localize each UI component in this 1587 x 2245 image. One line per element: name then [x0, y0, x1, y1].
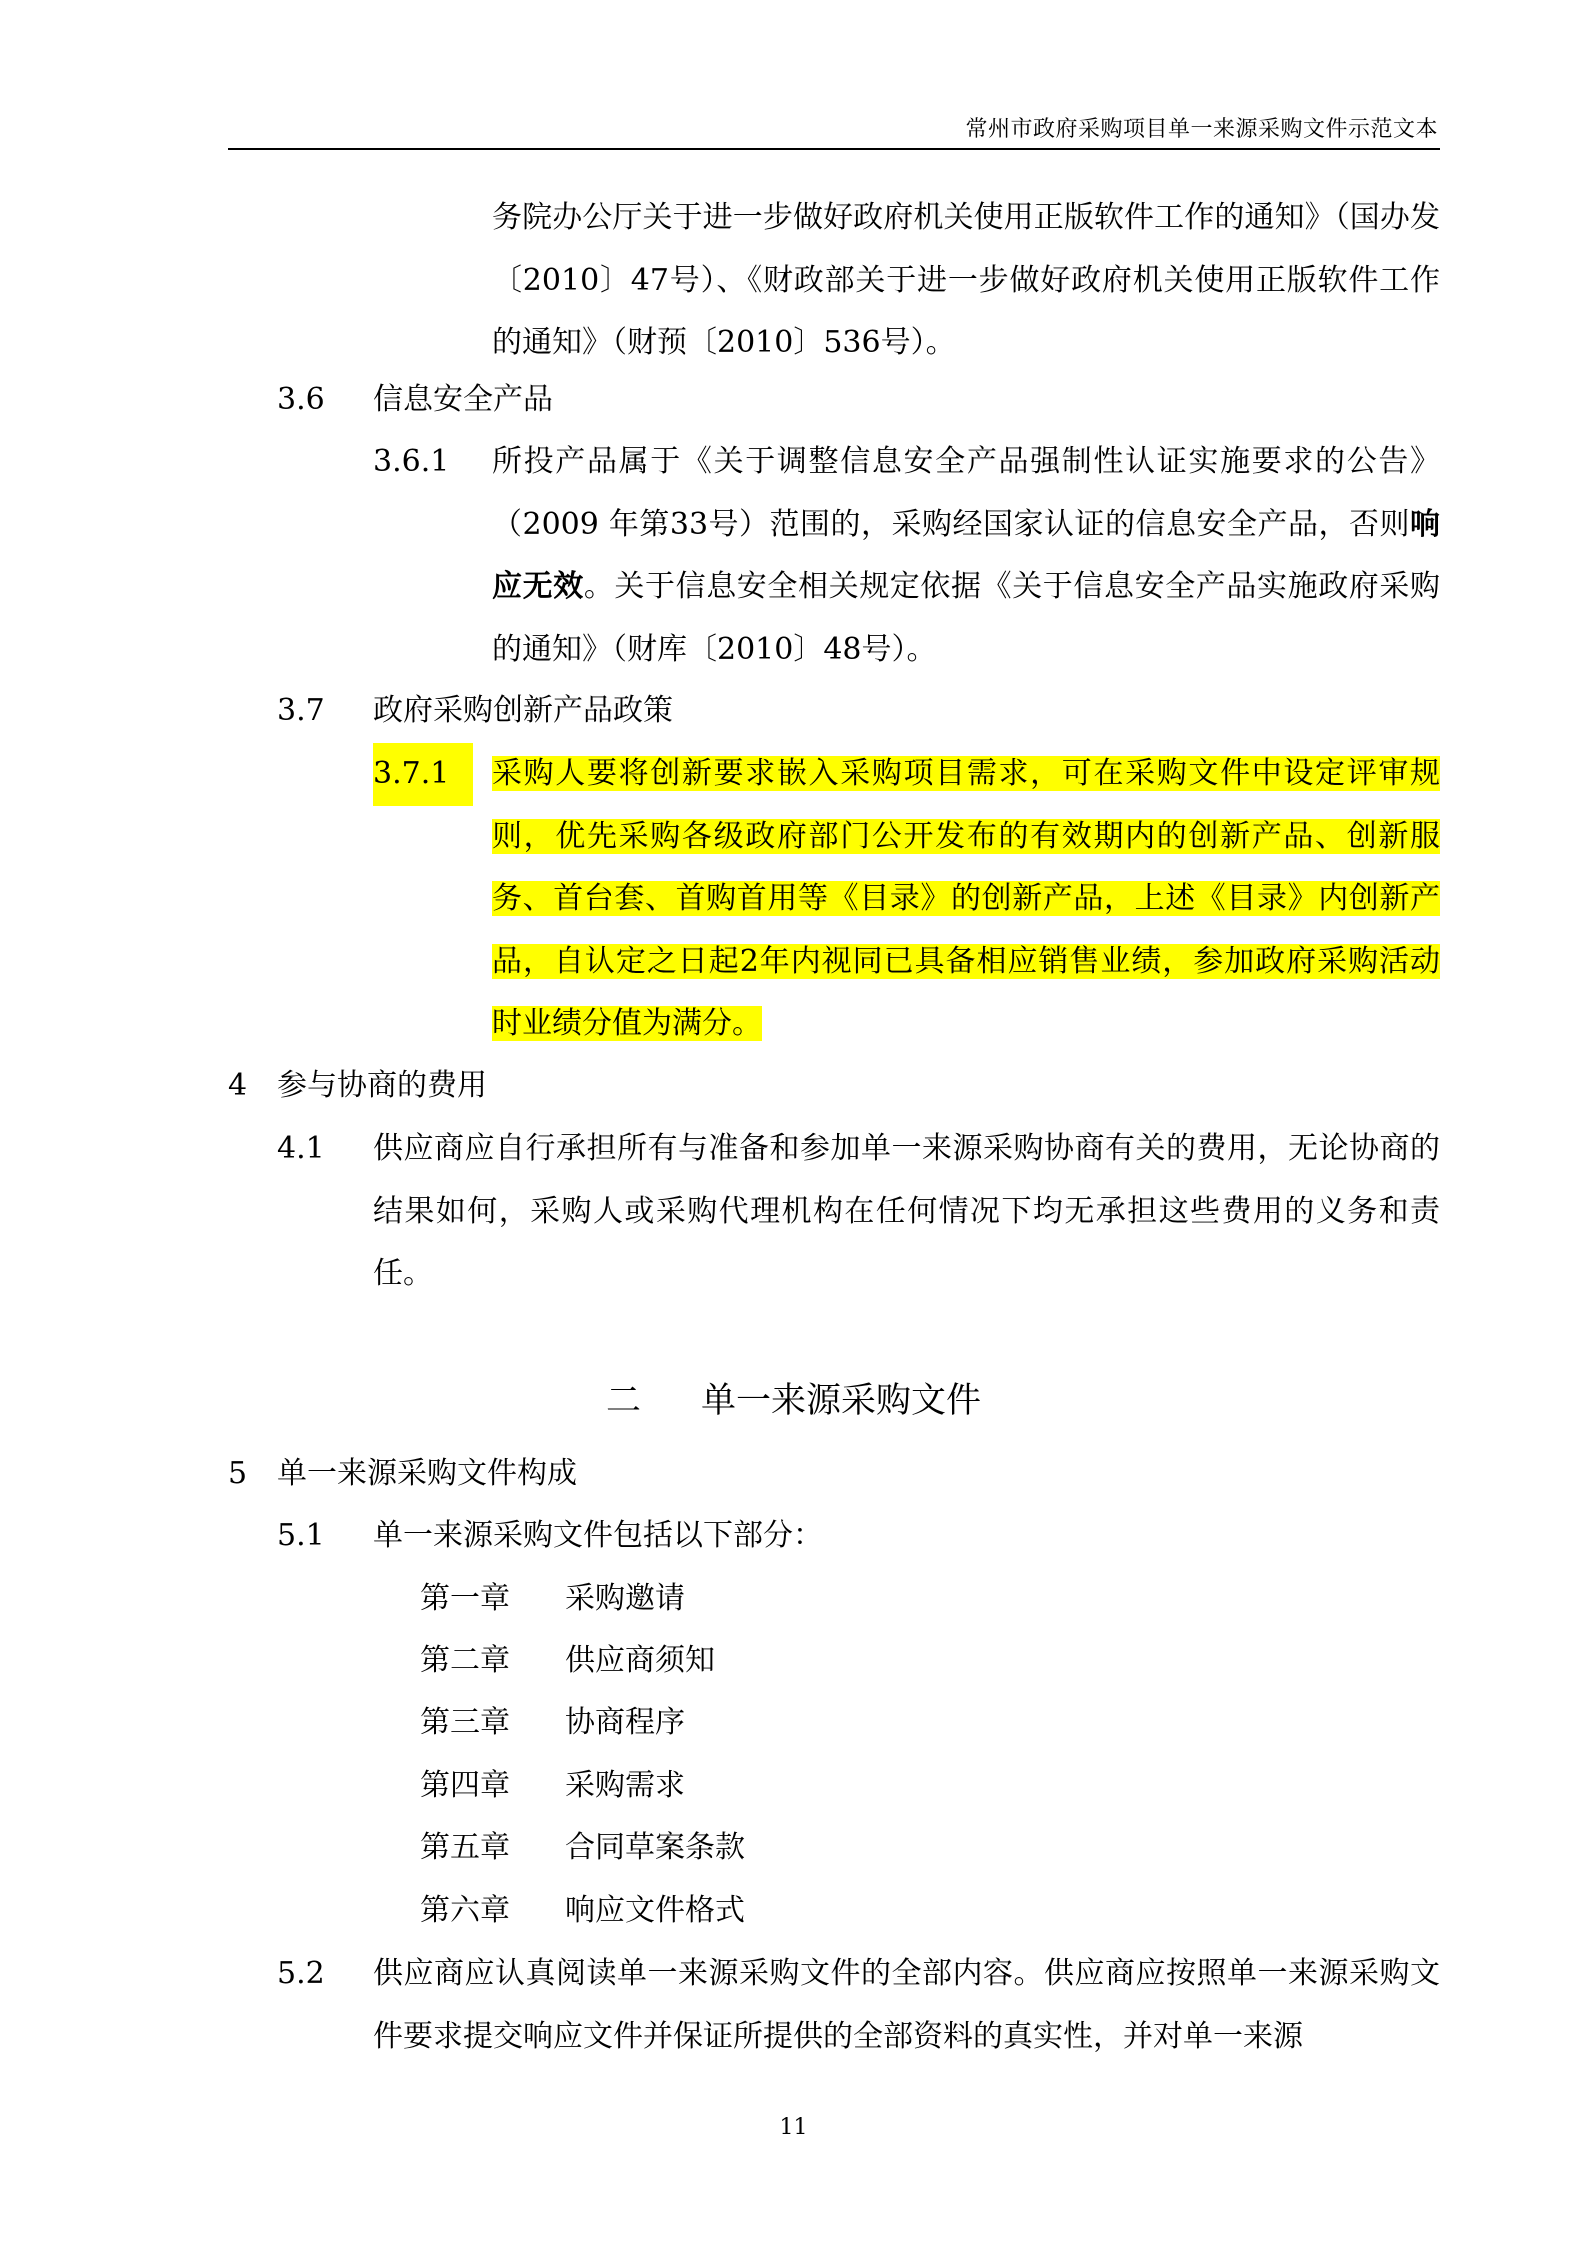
chapter-number: 第五章 [420, 1830, 510, 1865]
chapter-item [420, 1703, 685, 1743]
chapter-item [420, 1891, 745, 1931]
highlighted-text: 采购人要将创新要求嵌入采购项目需求，可在采购文件中设定评审规则，优先采购各级政府部门公开发布的有效期内的创新产品、创新服务、首台套、首购首用等《目录》的创新产品，上述《目录》内创新产品，自认定之日起2年内视同已具备相应销售业绩，参加政府采购活动时业绩分值为满分。 [492, 756, 1440, 1041]
section-number: 3.7 [277, 693, 325, 728]
section-number: 4 [228, 1068, 248, 1103]
chapter-title: 采购邀请 [565, 1581, 685, 1616]
chapter-title: 响应文件格式 [565, 1893, 745, 1928]
clause-3-6-1 [492, 431, 1440, 681]
chapter-number: 第六章 [420, 1893, 510, 1928]
page-header [228, 108, 1440, 150]
chapter-item [420, 1766, 685, 1806]
clause-5-1: 单一来源采购文件包括以下部分： [373, 1518, 823, 1553]
chapter-title: 合同草案条款 [565, 1830, 745, 1865]
section-title: 政府采购创新产品政策 [373, 693, 673, 728]
part-title: 单一来源采购文件 [701, 1381, 982, 1421]
clause-number: 4.1 [277, 1131, 325, 1166]
chapter-number: 第二章 [420, 1643, 510, 1678]
chapter-number: 第四章 [420, 1768, 510, 1803]
page-number: 11 [779, 2115, 808, 2140]
chapter-number: 第一章 [420, 1581, 510, 1616]
section-title: 参与协商的费用 [277, 1068, 487, 1103]
chapter-item [420, 1828, 745, 1868]
clause-text: 所投产品属于《关于调整信息安全产品强制性认证实施要求的公告》（2009 年第33号）范围的，采购经国家认证的信息安全产品，否则 [492, 444, 1440, 542]
chapter-item [420, 1641, 715, 1681]
clause-number: 3.6.1 [373, 444, 450, 479]
chapter-item [420, 1579, 685, 1619]
chapter-title: 供应商须知 [565, 1643, 715, 1678]
clause-number: 5.1 [277, 1518, 325, 1553]
section-title: 单一来源采购文件构成 [277, 1456, 577, 1491]
chapter-number: 第三章 [420, 1705, 510, 1740]
clause-continuation: 务院办公厅关于进一步做好政府机关使用正版软件工作的通知》（国办发〔2010〕47号）、《财政部关于进一步做好政府机关使用正版软件工作的通知》（财预〔2010〕536号）。 [492, 200, 1440, 360]
clause-4-1: 供应商应自行承担所有与准备和参加单一来源采购协商有关的费用，无论协商的结果如何，采购人或采购代理机构在任何情况下均无承担这些费用的义务和责任。 [373, 1131, 1440, 1291]
chapter-title: 采购需求 [565, 1768, 685, 1803]
clause-5-2: 供应商应认真阅读单一来源采购文件的全部内容。供应商应按照单一来源采购文件要求提交响应文件并保证所提供的全部资料的真实性，并对单一来源 [373, 1956, 1440, 2054]
part-heading [0, 1376, 1587, 1426]
header-title: 常州市政府采购项目单一来源采购文件示范文本 [965, 117, 1438, 142]
part-number: 二 [605, 1381, 641, 1421]
chapter-title: 协商程序 [565, 1705, 685, 1740]
clause-number: 5.2 [277, 1956, 325, 1991]
section-number: 3.6 [277, 382, 325, 417]
clause-number-highlighted: 3.7.1 [373, 743, 473, 806]
clause-text: 。关于信息安全相关规定依据《关于信息安全产品实施政府采购的通知》（财库〔2010〕48号）。 [492, 569, 1441, 667]
bold-emphasis: 响应无效 [492, 506, 1440, 604]
section-number: 5 [228, 1456, 248, 1491]
section-title: 信息安全产品 [373, 382, 553, 417]
clause-3-7-1 [492, 743, 1440, 1056]
